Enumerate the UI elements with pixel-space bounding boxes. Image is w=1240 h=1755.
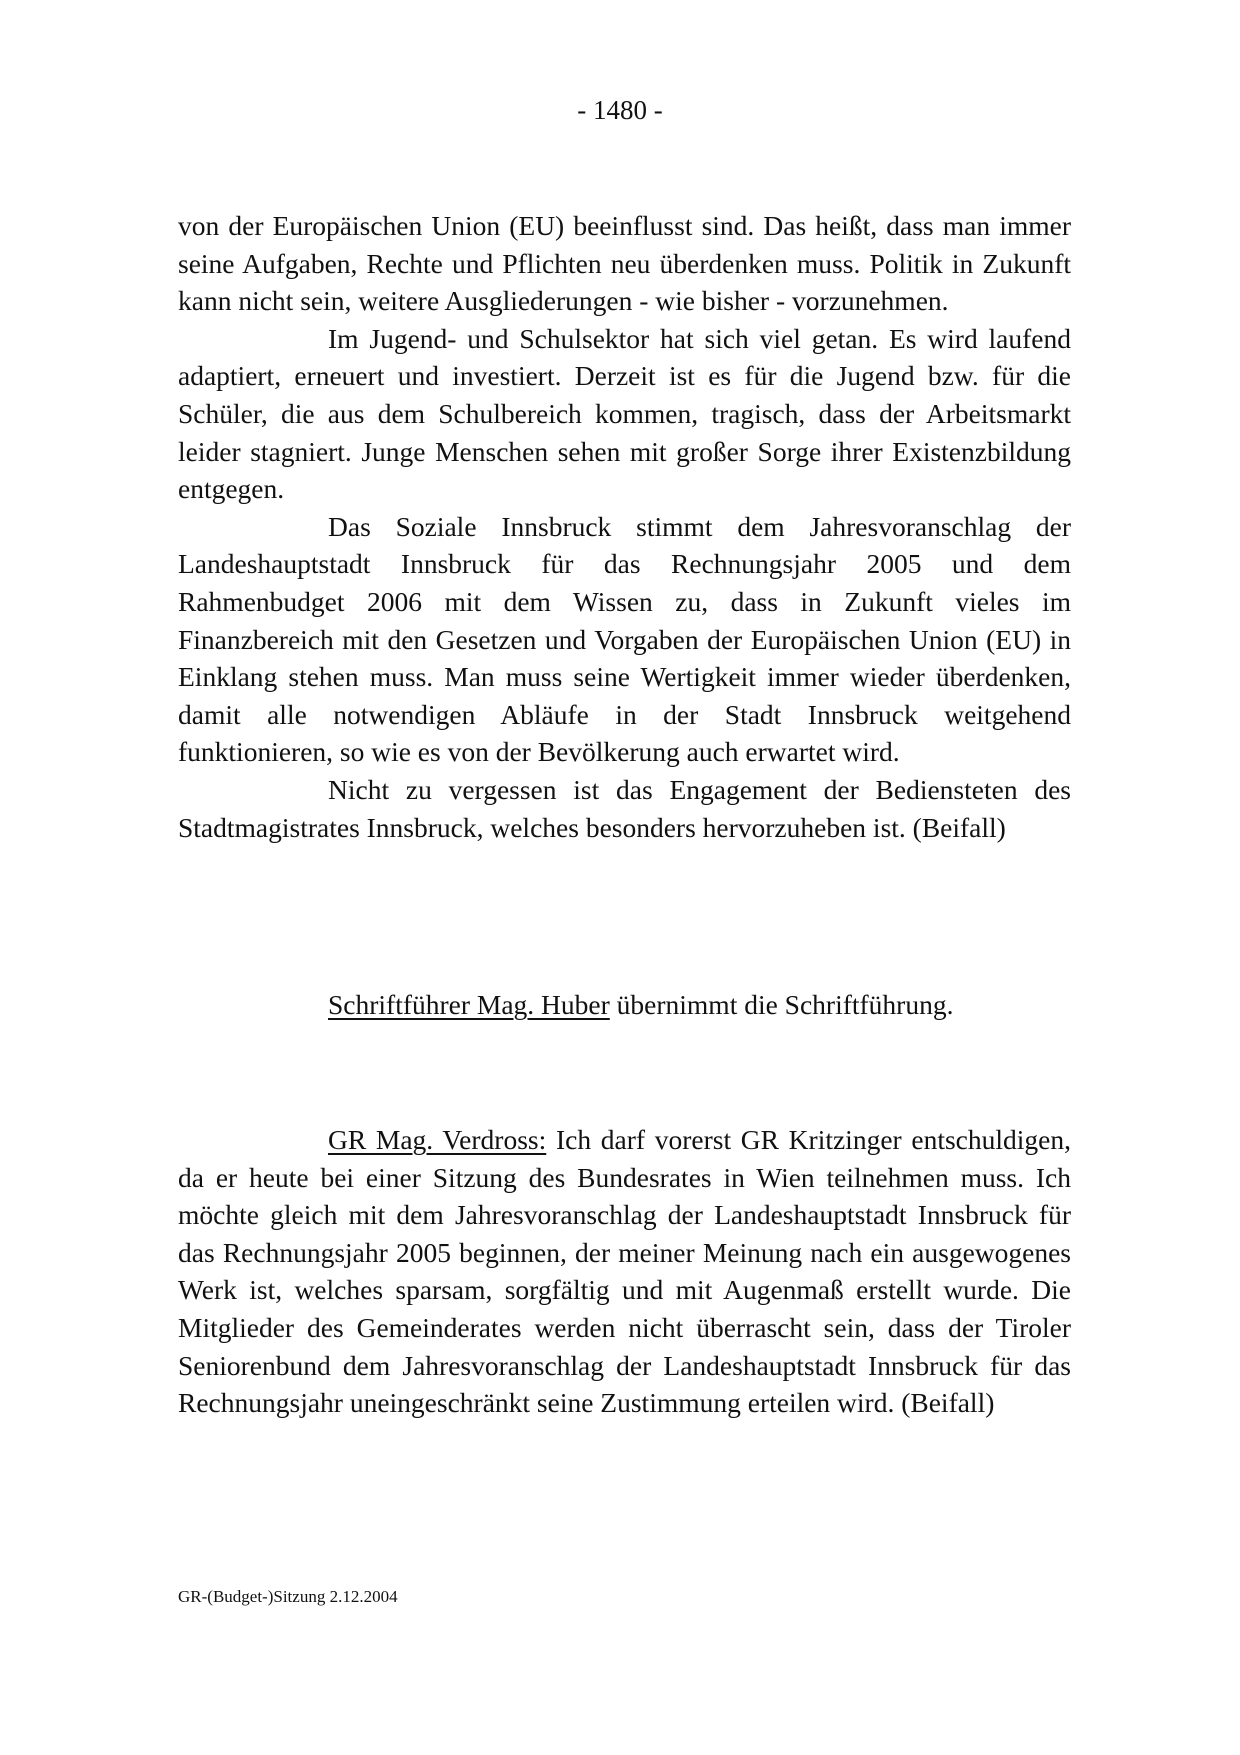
page-number: - 1480 - xyxy=(577,95,663,125)
speaker-name: GR Mag. Verdross: xyxy=(328,1124,547,1155)
procedural-notice xyxy=(328,986,1128,1024)
page-footer: GR-(Budget-)Sitzung 2.12.2004 xyxy=(178,1587,398,1606)
speech-block xyxy=(178,1121,1071,1422)
paragraph-continuation: von der Europäischen Union (EU) beeinflusst sind. Das heißt, dass man immer seine Aufgaben, Rechte und Pflichten neu überdenken muss. Politik in Zukunft kann nicht sein, weitere Ausgliederungen - wie bisher - vorzunehmen. xyxy=(178,210,1071,317)
body-text xyxy=(178,207,1071,846)
paragraph-staff-engagement: Nicht zu vergessen ist das Engagement der Bediensteten des Stadtmagistrates Innsbruck, welches besonders hervorzuheben ist. (Beifall) xyxy=(178,773,1071,843)
paragraph-youth-school: Im Jugend- und Schulsektor hat sich viel getan. Es wird laufend adaptiert, erneuert und investiert. Derzeit ist es für die Jugend bzw. für die Schüler, die aus dem Schulbereich kommen, tragisch, dass der Arbeitsmarkt leider stagniert. Junge Menschen sehen mit großer Sorge ihrer Existenzbildung entgegen. xyxy=(178,322,1071,505)
speech-paragraph xyxy=(178,1121,1071,1422)
speech-text: Ich darf vorerst GR Kritzinger entschuldigen, da er heute bei einer Sitzung des Bundesrates in Wien teilnehmen muss. Ich möchte gleich mit dem Jahresvoranschlag der Landeshauptstadt Innsbruck für das Rechnungsjahr 2005 beginnen, der meiner Meinung nach ein ausgewogenes Werk ist, welches sparsam, sorgfältig und mit Augenmaß erstellt wurde. Die Mitglieder des Gemeinderates werden nicht überrascht sein, dass der Tiroler Seniorenbund dem Jahresvoranschlag der Landeshauptstadt Innsbruck für das Rechnungsjahr uneingeschränkt seine Zustimmung erteilen wird. (Beifall) xyxy=(178,1124,1071,1419)
notice-person: Schriftführer Mag. Huber xyxy=(328,989,610,1020)
paragraph-social-innsbruck: Das Soziale Innsbruck stimmt dem Jahresvoranschlag der Landeshauptstadt Innsbruck für das Rechnungsjahr 2005 und dem Rahmenbudget 2006 mit dem Wissen zu, dass in Zukunft vieles im Finanzbereich mit den Gesetzen und Vorgaben der Europäischen Union (EU) in Einklang stehen muss. Man muss seine Wertigkeit immer wieder überdenken, damit alle notwendigen Abläufe in der Stadt Innsbruck weitgehend funktionieren, so wie es von der Bevölkerung auch erwartet wird. xyxy=(178,510,1071,768)
notice-text: übernimmt die Schriftführung. xyxy=(609,989,954,1020)
